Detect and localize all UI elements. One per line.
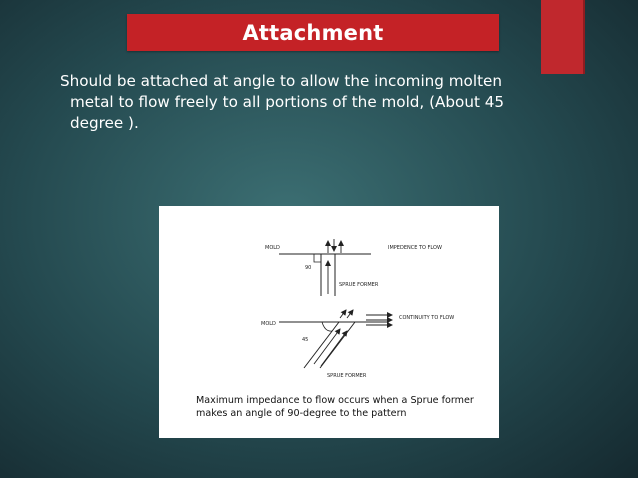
slide-title: Attachment: [242, 20, 384, 45]
sprue-diagram-figure: [159, 206, 499, 438]
top-angle-label: 90: [305, 265, 312, 271]
bottom-mold-label: MOLD: [261, 321, 276, 327]
body-paragraph: Should be attached at angle to allow the incoming molten metal to flow freely to all portions of the mold, (About 45 degree ).: [60, 72, 505, 132]
bottom-flow-label: CONTINUITY TO FLOW: [399, 315, 455, 321]
bottom-sprue-label: SPRUE FORMER: [327, 373, 367, 379]
bottom-sprue-left-wall: [304, 322, 339, 368]
decorative-accent-bar: [541, 0, 585, 74]
title-banner: [127, 14, 499, 51]
top-mold-label: MOLD: [265, 245, 280, 251]
top-diagram: [265, 239, 442, 296]
top-sprue-label: SPRUE FORMER: [339, 282, 379, 288]
bottom-angle-label: 45: [302, 337, 309, 343]
figure-caption: Maximum impedance to flow occurs when a Sprue former makes an angle of 90-degree to the pattern: [196, 395, 474, 419]
top-flow-label: IMPEDENCE TO FLOW: [388, 245, 442, 251]
bottom-flow-arrow-2: [321, 331, 347, 366]
bottom-diagram: [261, 310, 454, 379]
top-right-angle-mark: [314, 254, 321, 262]
bottom-angle-arc: [322, 322, 332, 331]
bottom-flow-arrow-3: [340, 310, 346, 318]
bottom-flow-arrow-4: [347, 310, 353, 318]
